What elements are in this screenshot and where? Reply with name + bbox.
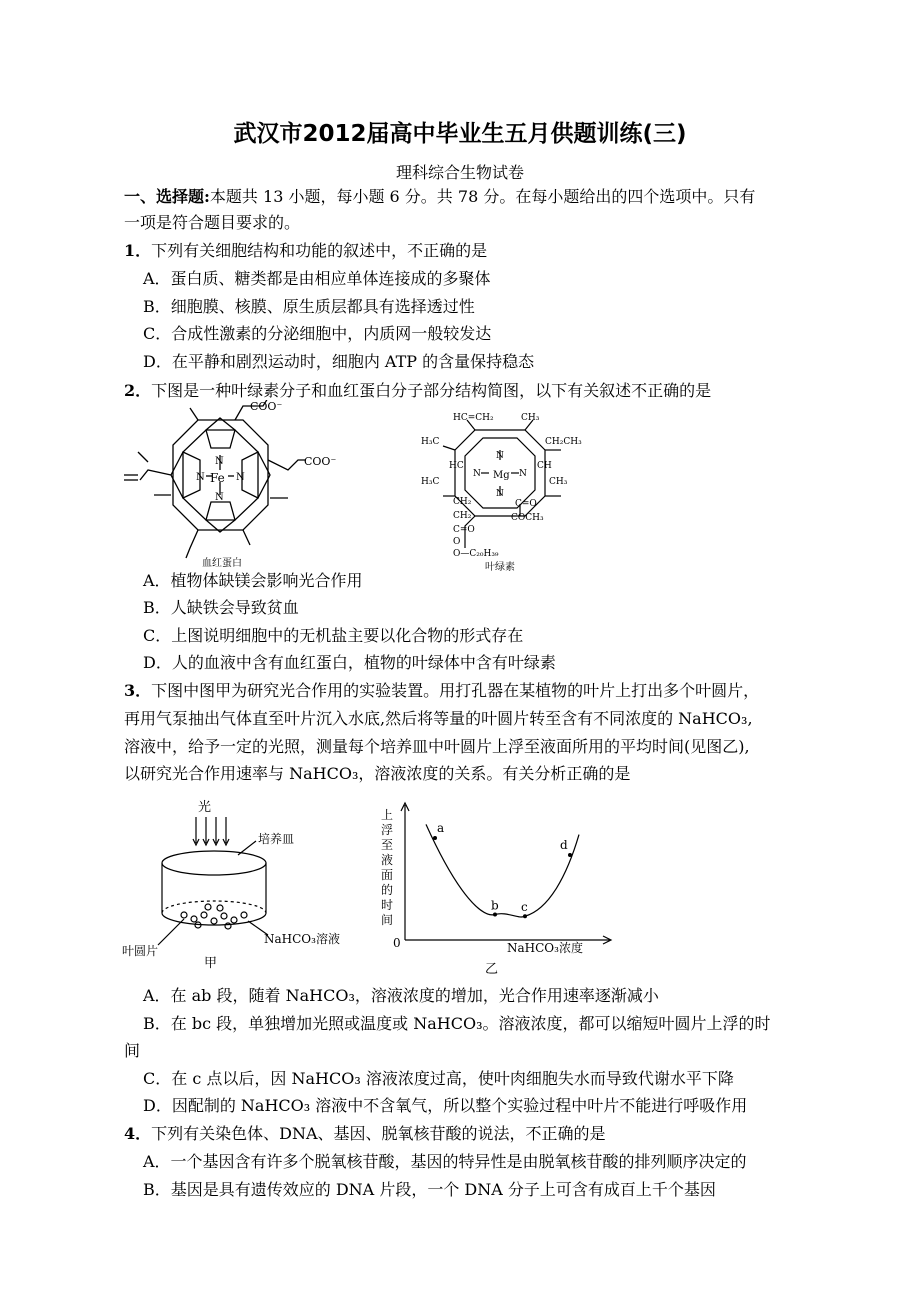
question-1-option-b: B．细胞膜、核膜、原生质层都具有选择透过性 bbox=[143, 297, 475, 316]
chart-y-label-char: 的 bbox=[381, 883, 394, 897]
question-3-text1: 下图中图甲为研究光合作用的实验装置。用打孔器在某植物的叶片上打出多个叶圆片， bbox=[151, 681, 760, 700]
question-3-stem-line4: 以研究光合作用速率与 NaHCO₃，溶液浓度的关系。有关分析正确的是 bbox=[124, 764, 631, 783]
question-1-stem bbox=[124, 240, 487, 262]
chart-y-label-char: 间 bbox=[381, 913, 394, 927]
apparatus-figure-jia bbox=[118, 795, 358, 975]
chlorophyll-text-14: O—C₂₀H₃₉ bbox=[453, 549, 499, 559]
chart-x-label: NaHCO₃浓度 bbox=[507, 941, 583, 955]
section-intro-line1 bbox=[124, 186, 755, 208]
chlorophyll-text-2: H₃C bbox=[421, 437, 440, 447]
chart-point-a bbox=[433, 836, 437, 840]
question-3-option-d: D．因配制的 NaHCO₃ 溶液中不含氧气，所以整个实验过程中叶片不能进行呼吸作用 bbox=[143, 1096, 748, 1115]
question-4-number: 4． bbox=[124, 1124, 152, 1143]
question-4-option-a: A．一个基因含有许多个脱氧核苷酸，基因的特异性是由脱氧核苷酸的排列顺序决定的 bbox=[143, 1152, 747, 1171]
hemoglobin-structure-figure bbox=[118, 400, 358, 570]
leaf-disc-label: 叶圆片 bbox=[122, 944, 159, 958]
hemoglobin-caption: 血红蛋白 bbox=[202, 558, 242, 569]
question-2-option-b: B．人缺铁会导致贫血 bbox=[143, 598, 299, 617]
figure-jia-caption: 甲 bbox=[204, 956, 218, 971]
chart-y-label-char: 至 bbox=[381, 838, 394, 852]
chart-figure-yi bbox=[375, 795, 615, 975]
figure-yi-caption: 乙 bbox=[485, 962, 499, 975]
chlorophyll-text-11: C=O bbox=[453, 525, 475, 535]
chlorophyll-structure-figure bbox=[415, 408, 625, 573]
hemoglobin-n-right: N bbox=[236, 472, 245, 483]
chlorophyll-text-8: CH₂ bbox=[453, 497, 472, 507]
question-3-option-a: A．在 ab 段，随着 NaHCO₃，溶液浓度的增加，光合作用速率逐渐减小 bbox=[143, 986, 659, 1005]
chart-y-label-char: 浮 bbox=[381, 823, 394, 837]
chart-y-label bbox=[381, 807, 393, 927]
question-2-stem bbox=[124, 380, 711, 402]
question-2-option-c: C．上图说明细胞中的无机盐主要以化合物的形式存在 bbox=[143, 626, 524, 645]
hemoglobin-n-top: N bbox=[215, 456, 224, 467]
chart-y-label-char: 上 bbox=[381, 808, 394, 822]
chlorophyll-n-right: N bbox=[519, 469, 527, 479]
question-3-option-c: C．在 c 点以后，因 NaHCO₃ 溶液浓度过高，使叶肉细胞失水而导致代谢水平下降 bbox=[143, 1069, 734, 1088]
chart-curve bbox=[426, 824, 579, 917]
question-2-option-a: A．植物体缺镁会影响光合作用 bbox=[143, 571, 363, 590]
chlorophyll-text-12: COCH₃ bbox=[511, 513, 544, 523]
solution-label: NaHCO₃溶液 bbox=[264, 932, 340, 946]
question-3-option-b: B．在 bc 段，单独增加光照或温度或 NaHCO₃。溶液浓度，都可以缩短叶圆片上浮的时 bbox=[143, 1014, 771, 1033]
chart-point-label-c: c bbox=[521, 900, 528, 915]
question-3-number: 3． bbox=[124, 681, 152, 700]
chart-origin-label: 0 bbox=[393, 936, 401, 950]
chlorophyll-text-0: HC=CH₂ bbox=[453, 413, 494, 423]
question-3-option-b-cont: 间 bbox=[124, 1041, 141, 1060]
chlorophyll-text-3: CH₂CH₃ bbox=[545, 437, 582, 447]
hemoglobin-n-left: N bbox=[196, 472, 205, 483]
chlorophyll-text-9: CH₂ bbox=[453, 511, 472, 521]
question-2-number: 2． bbox=[124, 381, 152, 400]
section-text2: 一项是符合题目要求的。 bbox=[124, 213, 301, 232]
question-1-number: 1． bbox=[124, 241, 152, 260]
question-3-stem-line1 bbox=[124, 680, 759, 702]
question-4-stem bbox=[124, 1123, 606, 1145]
page-subtitle: 理科综合生物试卷 bbox=[395, 163, 524, 182]
hemoglobin-n-bottom: N bbox=[215, 492, 224, 503]
chart-point-label-a: a bbox=[437, 821, 445, 835]
page-title: 武汉市2012届高中毕业生五月供题训练(三) bbox=[233, 121, 687, 147]
chart-point-b bbox=[493, 913, 497, 917]
question-3-stem-line2: 再用气泵抽出气体直至叶片沉入水底,然后将等量的叶圆片转至含有不同浓度的 NaHCO₃, bbox=[124, 709, 753, 728]
section-text1: 本题共 13 小题，每小题 6 分。共 78 分。在每小题给出的四个选项中。只有 bbox=[209, 187, 756, 206]
question-2-text: 下图是一种叶绿素分子和血红蛋白分子部分结构简图，以下有关叙述不正确的是 bbox=[151, 381, 712, 400]
chart-point-c bbox=[523, 914, 527, 918]
chlorophyll-caption: 叶绿素 bbox=[485, 562, 515, 573]
question-4-text: 下列有关染色体、DNA、基因、脱氧核苷酸的说法，不正确的是 bbox=[151, 1124, 606, 1143]
hemoglobin-coo-top: COO⁻ bbox=[250, 400, 283, 413]
chart-point-label-d: d bbox=[560, 838, 568, 852]
chlorophyll-n-bottom: N bbox=[496, 489, 504, 499]
chart-y-label-char: 时 bbox=[381, 898, 394, 912]
hemoglobin-fe-label: Fe bbox=[210, 471, 225, 485]
section-heading: 一、选择题: bbox=[124, 187, 210, 206]
chlorophyll-text-10: C=O bbox=[515, 499, 537, 509]
chart-y-label-char: 液 bbox=[381, 853, 394, 867]
question-4-option-b: B．基因是具有遗传效应的 DNA 片段，一个 DNA 分子上可含有成百上千个基因 bbox=[143, 1180, 716, 1199]
question-1-text: 下列有关细胞结构和功能的叙述中，不正确的是 bbox=[151, 241, 488, 260]
chlorophyll-text-5: CH bbox=[537, 461, 552, 471]
question-3-stem-line3: 溶液中，给予一定的光照，测量每个培养皿中叶圆片上浮至液面所用的平均时间(见图乙), bbox=[124, 737, 750, 756]
chlorophyll-text-7: CH₃ bbox=[549, 477, 568, 487]
question-2-option-d: D．人的血液中含有血红蛋白，植物的叶绿体中含有叶绿素 bbox=[143, 653, 556, 672]
chlorophyll-n-top: N bbox=[496, 451, 504, 461]
chlorophyll-text-4: HC bbox=[449, 461, 464, 471]
question-1-option-d: D．在平静和剧烈运动时，细胞内 ATP 的含量保持稳态 bbox=[143, 352, 535, 371]
question-1-option-c: C．合成性激素的分泌细胞中，内质网一般较发达 bbox=[143, 324, 492, 343]
hemoglobin-coo-right: COO⁻ bbox=[304, 455, 337, 468]
chart-point-d bbox=[568, 853, 572, 857]
chlorophyll-text-6: H₃C bbox=[421, 477, 440, 487]
chart-y-label-char: 面 bbox=[381, 868, 394, 882]
light-label: 光 bbox=[198, 800, 212, 815]
chlorophyll-mg-label: Mg bbox=[493, 470, 510, 481]
dish-label: 培养皿 bbox=[258, 832, 295, 846]
chlorophyll-n-left: N bbox=[473, 469, 481, 479]
chlorophyll-text-1: CH₃ bbox=[521, 413, 540, 423]
chart-point-label-b: b bbox=[491, 898, 499, 913]
chlorophyll-text-13: O bbox=[453, 537, 461, 547]
question-1-option-a: A．蛋白质、糖类都是由相应单体连接成的多聚体 bbox=[143, 269, 491, 288]
